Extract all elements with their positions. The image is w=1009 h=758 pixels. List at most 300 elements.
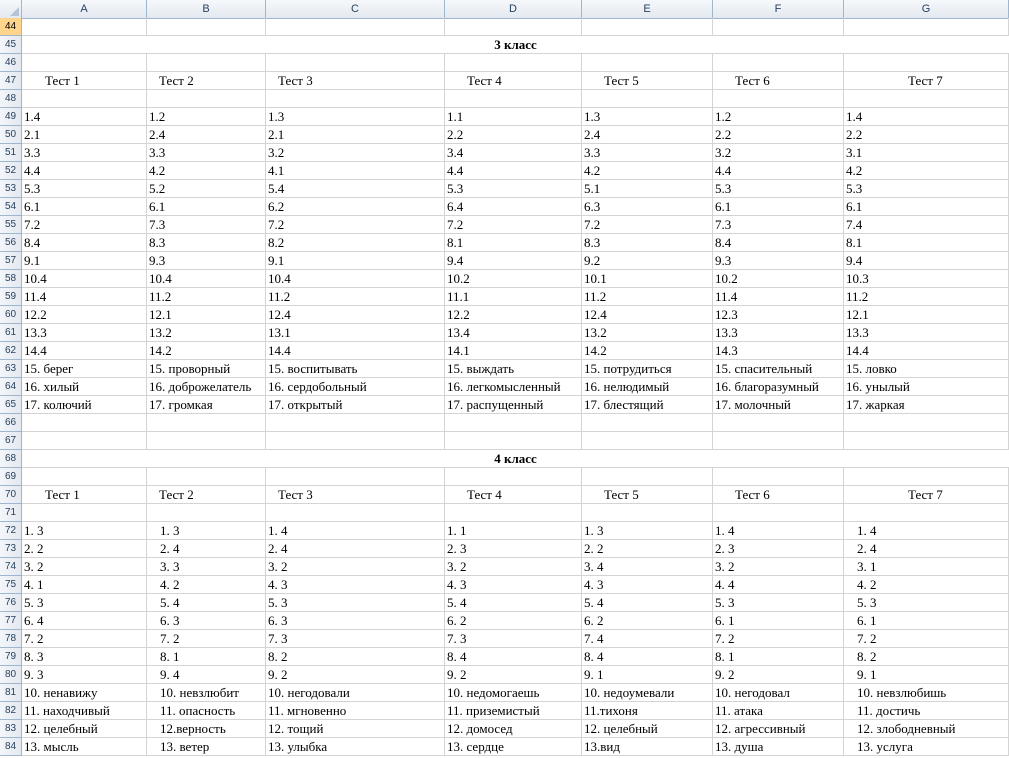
answer-cell[interactable]: 4. 4 — [713, 576, 844, 594]
answer-cell[interactable]: 7.4 — [844, 216, 1009, 234]
empty-cell[interactable] — [844, 468, 1009, 486]
empty-cell[interactable] — [713, 504, 844, 522]
empty-cell[interactable] — [266, 90, 445, 108]
test-header-cell[interactable]: Тест 2 — [147, 72, 266, 90]
answer-cell[interactable]: 6. 3 — [266, 612, 445, 630]
test-header-cell[interactable]: Тест 5 — [582, 72, 713, 90]
row-number[interactable]: 56 — [0, 234, 22, 252]
empty-cell[interactable] — [844, 432, 1009, 450]
column-header-g[interactable]: G — [844, 0, 1009, 18]
answer-cell[interactable]: 4. 2 — [844, 576, 1009, 594]
answer-cell[interactable]: 1.4 — [22, 108, 147, 126]
empty-cell[interactable] — [713, 468, 844, 486]
row-number[interactable]: 61 — [0, 324, 22, 342]
answer-cell[interactable]: 10. невзлюбишь — [844, 684, 1009, 702]
row-number[interactable]: 81 — [0, 684, 22, 702]
answer-cell[interactable]: 2.4 — [147, 126, 266, 144]
empty-cell[interactable] — [445, 468, 582, 486]
answer-cell[interactable]: 12. тощий — [266, 720, 445, 738]
answer-cell[interactable]: 5. 4 — [582, 594, 713, 612]
answer-cell[interactable]: 9.1 — [22, 252, 147, 270]
answer-cell[interactable]: 14.4 — [22, 342, 147, 360]
answer-cell[interactable]: 13.3 — [22, 324, 147, 342]
answer-cell[interactable]: 11.2 — [582, 288, 713, 306]
answer-cell[interactable]: 3.4 — [445, 144, 582, 162]
answer-cell[interactable]: 6. 2 — [445, 612, 582, 630]
row-number[interactable]: 71 — [0, 504, 22, 522]
answer-cell[interactable]: 10.2 — [713, 270, 844, 288]
answer-cell[interactable]: 8.4 — [22, 234, 147, 252]
test-header-cell[interactable]: Тест 3 — [266, 72, 445, 90]
empty-cell[interactable] — [22, 468, 147, 486]
answer-cell[interactable]: 17. распущенный — [445, 396, 582, 414]
empty-cell[interactable] — [445, 90, 582, 108]
answer-cell[interactable]: 13.вид — [582, 738, 713, 756]
answer-cell[interactable]: 13. сердце — [445, 738, 582, 756]
answer-cell[interactable]: 9.2 — [582, 252, 713, 270]
answer-cell[interactable]: 9.1 — [266, 252, 445, 270]
empty-cell[interactable] — [844, 18, 1009, 36]
column-header-f[interactable]: F — [713, 0, 844, 18]
test-header-cell[interactable]: Тест 1 — [22, 72, 147, 90]
answer-cell[interactable]: 14.4 — [266, 342, 445, 360]
answer-cell[interactable]: 10. негодовал — [713, 684, 844, 702]
answer-cell[interactable]: 13.3 — [844, 324, 1009, 342]
answer-cell[interactable]: 9.4 — [445, 252, 582, 270]
answer-cell[interactable]: 11.4 — [22, 288, 147, 306]
row-number[interactable]: 58 — [0, 270, 22, 288]
empty-cell[interactable] — [582, 504, 713, 522]
answer-cell[interactable]: 2. 4 — [844, 540, 1009, 558]
answer-cell[interactable]: 8.4 — [713, 234, 844, 252]
answer-cell[interactable]: 1. 3 — [147, 522, 266, 540]
answer-cell[interactable]: 7.2 — [266, 216, 445, 234]
row-number[interactable]: 53 — [0, 180, 22, 198]
answer-cell[interactable]: 12.4 — [266, 306, 445, 324]
answer-cell[interactable]: 1.3 — [582, 108, 713, 126]
answer-cell[interactable]: 4.2 — [844, 162, 1009, 180]
answer-cell[interactable]: 14.2 — [582, 342, 713, 360]
answer-cell[interactable]: 12.1 — [147, 306, 266, 324]
answer-cell[interactable]: 11. достичь — [844, 702, 1009, 720]
answer-cell[interactable]: 4. 3 — [266, 576, 445, 594]
answer-cell[interactable]: 5.3 — [844, 180, 1009, 198]
answer-cell[interactable]: 11.2 — [266, 288, 445, 306]
answer-cell[interactable]: 1. 3 — [582, 522, 713, 540]
answer-cell[interactable]: 5.1 — [582, 180, 713, 198]
answer-cell[interactable]: 9.3 — [147, 252, 266, 270]
test-header-cell[interactable]: Тест 7 — [844, 486, 1009, 504]
answer-cell[interactable]: 7. 4 — [582, 630, 713, 648]
empty-cell[interactable] — [445, 414, 582, 432]
answer-cell[interactable]: 3. 1 — [844, 558, 1009, 576]
answer-cell[interactable]: 11. опасность — [147, 702, 266, 720]
answer-cell[interactable]: 13. душа — [713, 738, 844, 756]
row-number[interactable]: 50 — [0, 126, 22, 144]
answer-cell[interactable]: 10. негодовали — [266, 684, 445, 702]
answer-cell[interactable]: 15. спасительный — [713, 360, 844, 378]
answer-cell[interactable]: 3. 2 — [266, 558, 445, 576]
empty-cell[interactable] — [22, 90, 147, 108]
row-number[interactable]: 68 — [0, 450, 22, 468]
answer-cell[interactable]: 8.1 — [844, 234, 1009, 252]
empty-cell[interactable] — [22, 18, 147, 36]
answer-cell[interactable]: 9. 4 — [147, 666, 266, 684]
column-header-d[interactable]: D — [445, 0, 582, 18]
answer-cell[interactable]: 17. жаркая — [844, 396, 1009, 414]
answer-cell[interactable]: 14.4 — [844, 342, 1009, 360]
answer-cell[interactable]: 10. недоумевали — [582, 684, 713, 702]
empty-cell[interactable] — [266, 54, 445, 72]
answer-cell[interactable]: 12. целебный — [22, 720, 147, 738]
empty-cell[interactable] — [844, 90, 1009, 108]
answer-cell[interactable]: 12. агрессивный — [713, 720, 844, 738]
empty-cell[interactable] — [844, 504, 1009, 522]
empty-cell[interactable] — [844, 414, 1009, 432]
answer-cell[interactable]: 16. сердобольный — [266, 378, 445, 396]
answer-cell[interactable]: 13. мысль — [22, 738, 147, 756]
answer-cell[interactable]: 11.тихоня — [582, 702, 713, 720]
test-header-cell[interactable]: Тест 6 — [713, 486, 844, 504]
column-header-a[interactable]: A — [22, 0, 147, 18]
row-number[interactable]: 66 — [0, 414, 22, 432]
answer-cell[interactable]: 4. 2 — [147, 576, 266, 594]
answer-cell[interactable]: 15. потрудиться — [582, 360, 713, 378]
test-header-cell[interactable]: Тест 4 — [445, 72, 582, 90]
test-header-cell[interactable]: Тест 2 — [147, 486, 266, 504]
column-header-b[interactable]: B — [147, 0, 266, 18]
answer-cell[interactable]: 16. унылый — [844, 378, 1009, 396]
empty-cell[interactable] — [582, 414, 713, 432]
empty-cell[interactable] — [582, 90, 713, 108]
row-number[interactable]: 79 — [0, 648, 22, 666]
answer-cell[interactable]: 5. 3 — [713, 594, 844, 612]
row-number[interactable]: 60 — [0, 306, 22, 324]
answer-cell[interactable]: 8.2 — [266, 234, 445, 252]
answer-cell[interactable]: 1.3 — [266, 108, 445, 126]
answer-cell[interactable]: 14.1 — [445, 342, 582, 360]
row-number[interactable]: 64 — [0, 378, 22, 396]
answer-cell[interactable]: 5. 3 — [22, 594, 147, 612]
row-number[interactable]: 65 — [0, 396, 22, 414]
answer-cell[interactable]: 12.4 — [582, 306, 713, 324]
answer-cell[interactable]: 2. 2 — [22, 540, 147, 558]
empty-cell[interactable] — [266, 504, 445, 522]
answer-cell[interactable]: 3. 2 — [445, 558, 582, 576]
answer-cell[interactable]: 17. молочный — [713, 396, 844, 414]
answer-cell[interactable]: 9. 3 — [22, 666, 147, 684]
empty-cell[interactable] — [582, 18, 713, 36]
section-title[interactable]: 4 класс — [22, 450, 1009, 468]
answer-cell[interactable]: 13.3 — [713, 324, 844, 342]
answer-cell[interactable]: 2.4 — [582, 126, 713, 144]
test-header-cell[interactable]: Тест 4 — [445, 486, 582, 504]
empty-cell[interactable] — [582, 432, 713, 450]
column-header-c[interactable]: C — [266, 0, 445, 18]
answer-cell[interactable]: 4. 3 — [445, 576, 582, 594]
answer-cell[interactable]: 16. нелюдимый — [582, 378, 713, 396]
answer-cell[interactable]: 6.1 — [844, 198, 1009, 216]
empty-cell[interactable] — [713, 90, 844, 108]
empty-cell[interactable] — [582, 54, 713, 72]
answer-cell[interactable]: 5.3 — [22, 180, 147, 198]
answer-cell[interactable]: 12. целебный — [582, 720, 713, 738]
empty-cell[interactable] — [147, 414, 266, 432]
row-number[interactable]: 72 — [0, 522, 22, 540]
empty-cell[interactable] — [147, 90, 266, 108]
answer-cell[interactable]: 11.1 — [445, 288, 582, 306]
answer-cell[interactable]: 6.1 — [713, 198, 844, 216]
answer-cell[interactable]: 7. 3 — [266, 630, 445, 648]
answer-cell[interactable]: 12.2 — [22, 306, 147, 324]
answer-cell[interactable]: 11.2 — [147, 288, 266, 306]
answer-cell[interactable]: 11. приземистый — [445, 702, 582, 720]
answer-cell[interactable]: 7. 2 — [844, 630, 1009, 648]
answer-cell[interactable]: 10.4 — [266, 270, 445, 288]
answer-cell[interactable]: 11. атака — [713, 702, 844, 720]
answer-cell[interactable]: 3.2 — [713, 144, 844, 162]
row-number[interactable]: 74 — [0, 558, 22, 576]
row-number[interactable]: 49 — [0, 108, 22, 126]
empty-cell[interactable] — [22, 504, 147, 522]
answer-cell[interactable]: 2. 3 — [445, 540, 582, 558]
row-number[interactable]: 63 — [0, 360, 22, 378]
answer-cell[interactable]: 8. 3 — [22, 648, 147, 666]
answer-cell[interactable]: 5.2 — [147, 180, 266, 198]
answer-cell[interactable]: 8.3 — [147, 234, 266, 252]
empty-cell[interactable] — [147, 504, 266, 522]
answer-cell[interactable]: 4. 1 — [22, 576, 147, 594]
answer-cell[interactable]: 6.3 — [582, 198, 713, 216]
answer-cell[interactable]: 9. 1 — [582, 666, 713, 684]
answer-cell[interactable]: 12.верность — [147, 720, 266, 738]
row-number[interactable]: 78 — [0, 630, 22, 648]
answer-cell[interactable]: 1. 4 — [844, 522, 1009, 540]
answer-cell[interactable]: 16. хилый — [22, 378, 147, 396]
empty-cell[interactable] — [713, 414, 844, 432]
answer-cell[interactable]: 8. 2 — [266, 648, 445, 666]
answer-cell[interactable]: 2. 4 — [266, 540, 445, 558]
row-number[interactable]: 48 — [0, 90, 22, 108]
answer-cell[interactable]: 4.2 — [582, 162, 713, 180]
answer-cell[interactable]: 7.3 — [713, 216, 844, 234]
empty-cell[interactable] — [266, 468, 445, 486]
answer-cell[interactable]: 6. 1 — [713, 612, 844, 630]
column-header-e[interactable]: E — [582, 0, 713, 18]
row-number[interactable]: 62 — [0, 342, 22, 360]
answer-cell[interactable]: 10.4 — [22, 270, 147, 288]
answer-cell[interactable]: 6. 4 — [22, 612, 147, 630]
answer-cell[interactable]: 1. 4 — [266, 522, 445, 540]
answer-cell[interactable]: 7. 3 — [445, 630, 582, 648]
answer-cell[interactable]: 1.1 — [445, 108, 582, 126]
row-number[interactable]: 70 — [0, 486, 22, 504]
answer-cell[interactable]: 8.3 — [582, 234, 713, 252]
empty-cell[interactable] — [266, 18, 445, 36]
row-number[interactable]: 73 — [0, 540, 22, 558]
answer-cell[interactable]: 17. громкая — [147, 396, 266, 414]
answer-cell[interactable]: 1.2 — [713, 108, 844, 126]
answer-cell[interactable]: 13.4 — [445, 324, 582, 342]
answer-cell[interactable]: 17. колючий — [22, 396, 147, 414]
test-header-cell[interactable]: Тест 1 — [22, 486, 147, 504]
row-number[interactable]: 45 — [0, 36, 22, 54]
answer-cell[interactable]: 5. 4 — [445, 594, 582, 612]
select-all-corner[interactable] — [0, 0, 22, 18]
answer-cell[interactable]: 5. 4 — [147, 594, 266, 612]
answer-cell[interactable]: 5.3 — [713, 180, 844, 198]
answer-cell[interactable]: 4. 3 — [582, 576, 713, 594]
answer-cell[interactable]: 10.1 — [582, 270, 713, 288]
answer-cell[interactable]: 3. 2 — [22, 558, 147, 576]
row-number[interactable]: 52 — [0, 162, 22, 180]
answer-cell[interactable]: 2. 2 — [582, 540, 713, 558]
answer-cell[interactable]: 2.2 — [713, 126, 844, 144]
row-number[interactable]: 59 — [0, 288, 22, 306]
answer-cell[interactable]: 6. 1 — [844, 612, 1009, 630]
answer-cell[interactable]: 15. проворный — [147, 360, 266, 378]
answer-cell[interactable]: 16. благоразумный — [713, 378, 844, 396]
empty-cell[interactable] — [582, 468, 713, 486]
answer-cell[interactable]: 14.2 — [147, 342, 266, 360]
answer-cell[interactable]: 2. 3 — [713, 540, 844, 558]
answer-cell[interactable]: 12. домосед — [445, 720, 582, 738]
answer-cell[interactable]: 14.3 — [713, 342, 844, 360]
answer-cell[interactable]: 6.4 — [445, 198, 582, 216]
answer-cell[interactable]: 16. легкомысленный — [445, 378, 582, 396]
answer-cell[interactable]: 4.4 — [713, 162, 844, 180]
answer-cell[interactable]: 6. 3 — [147, 612, 266, 630]
row-number[interactable]: 75 — [0, 576, 22, 594]
answer-cell[interactable]: 7.2 — [22, 216, 147, 234]
answer-cell[interactable]: 15. выждать — [445, 360, 582, 378]
answer-cell[interactable]: 13. услуга — [844, 738, 1009, 756]
answer-cell[interactable]: 12.3 — [713, 306, 844, 324]
answer-cell[interactable]: 2.2 — [445, 126, 582, 144]
answer-cell[interactable]: 8.1 — [445, 234, 582, 252]
answer-cell[interactable]: 6. 2 — [582, 612, 713, 630]
empty-cell[interactable] — [445, 432, 582, 450]
empty-cell[interactable] — [22, 54, 147, 72]
answer-cell[interactable]: 3.3 — [147, 144, 266, 162]
row-number[interactable]: 69 — [0, 468, 22, 486]
answer-cell[interactable]: 3. 4 — [582, 558, 713, 576]
answer-cell[interactable]: 1.4 — [844, 108, 1009, 126]
answer-cell[interactable]: 11. мгновенно — [266, 702, 445, 720]
answer-cell[interactable]: 10.4 — [147, 270, 266, 288]
answer-cell[interactable]: 12. злободневный — [844, 720, 1009, 738]
answer-cell[interactable]: 15. ловко — [844, 360, 1009, 378]
answer-cell[interactable]: 2.1 — [22, 126, 147, 144]
empty-cell[interactable] — [445, 504, 582, 522]
row-number[interactable]: 55 — [0, 216, 22, 234]
empty-cell[interactable] — [713, 18, 844, 36]
empty-cell[interactable] — [445, 18, 582, 36]
answer-cell[interactable]: 4.4 — [445, 162, 582, 180]
answer-cell[interactable]: 9.3 — [713, 252, 844, 270]
answer-cell[interactable]: 3.1 — [844, 144, 1009, 162]
answer-cell[interactable]: 12.1 — [844, 306, 1009, 324]
answer-cell[interactable]: 3.2 — [266, 144, 445, 162]
answer-cell[interactable]: 9. 2 — [713, 666, 844, 684]
row-number[interactable]: 57 — [0, 252, 22, 270]
row-number[interactable]: 54 — [0, 198, 22, 216]
answer-cell[interactable]: 15. берег — [22, 360, 147, 378]
answer-cell[interactable]: 4.4 — [22, 162, 147, 180]
answer-cell[interactable]: 8. 1 — [147, 648, 266, 666]
answer-cell[interactable]: 2. 4 — [147, 540, 266, 558]
answer-cell[interactable]: 9. 2 — [266, 666, 445, 684]
empty-cell[interactable] — [147, 54, 266, 72]
answer-cell[interactable]: 1. 1 — [445, 522, 582, 540]
row-number[interactable]: 47 — [0, 72, 22, 90]
answer-cell[interactable]: 6.1 — [147, 198, 266, 216]
answer-cell[interactable]: 9. 2 — [445, 666, 582, 684]
answer-cell[interactable]: 7.3 — [147, 216, 266, 234]
answer-cell[interactable]: 2.1 — [266, 126, 445, 144]
answer-cell[interactable]: 1.2 — [147, 108, 266, 126]
answer-cell[interactable]: 13. улыбка — [266, 738, 445, 756]
test-header-cell[interactable]: Тест 5 — [582, 486, 713, 504]
empty-cell[interactable] — [22, 414, 147, 432]
answer-cell[interactable]: 12.2 — [445, 306, 582, 324]
answer-cell[interactable]: 13.2 — [147, 324, 266, 342]
answer-cell[interactable]: 3. 3 — [147, 558, 266, 576]
answer-cell[interactable]: 8. 4 — [582, 648, 713, 666]
empty-cell[interactable] — [147, 432, 266, 450]
answer-cell[interactable]: 17. блестящий — [582, 396, 713, 414]
answer-cell[interactable]: 11.2 — [844, 288, 1009, 306]
test-header-cell[interactable]: Тест 3 — [266, 486, 445, 504]
answer-cell[interactable]: 11.4 — [713, 288, 844, 306]
empty-cell[interactable] — [266, 432, 445, 450]
answer-cell[interactable]: 1. 3 — [22, 522, 147, 540]
row-number[interactable]: 80 — [0, 666, 22, 684]
answer-cell[interactable]: 6.2 — [266, 198, 445, 216]
empty-cell[interactable] — [266, 414, 445, 432]
answer-cell[interactable]: 9. 1 — [844, 666, 1009, 684]
section-title[interactable]: 3 класс — [22, 36, 1009, 54]
empty-cell[interactable] — [713, 54, 844, 72]
answer-cell[interactable]: 8. 4 — [445, 648, 582, 666]
answer-cell[interactable]: 15. воспитывать — [266, 360, 445, 378]
answer-cell[interactable]: 3.3 — [22, 144, 147, 162]
empty-cell[interactable] — [713, 432, 844, 450]
answer-cell[interactable]: 5.3 — [445, 180, 582, 198]
test-header-cell[interactable]: Тест 7 — [844, 72, 1009, 90]
answer-cell[interactable]: 7. 2 — [22, 630, 147, 648]
answer-cell[interactable]: 16. доброжелатель — [147, 378, 266, 396]
answer-cell[interactable]: 10.3 — [844, 270, 1009, 288]
answer-cell[interactable]: 1. 4 — [713, 522, 844, 540]
row-number[interactable]: 46 — [0, 54, 22, 72]
row-number[interactable]: 84 — [0, 738, 22, 756]
row-number[interactable]: 67 — [0, 432, 22, 450]
answer-cell[interactable]: 13.2 — [582, 324, 713, 342]
answer-cell[interactable]: 8. 2 — [844, 648, 1009, 666]
test-header-cell[interactable]: Тест 6 — [713, 72, 844, 90]
empty-cell[interactable] — [147, 18, 266, 36]
empty-cell[interactable] — [147, 468, 266, 486]
row-number[interactable]: 82 — [0, 702, 22, 720]
answer-cell[interactable]: 13.1 — [266, 324, 445, 342]
answer-cell[interactable]: 2.2 — [844, 126, 1009, 144]
row-number[interactable]: 44 — [0, 18, 22, 36]
answer-cell[interactable]: 5. 3 — [266, 594, 445, 612]
answer-cell[interactable]: 3.3 — [582, 144, 713, 162]
answer-cell[interactable]: 5. 3 — [844, 594, 1009, 612]
answer-cell[interactable]: 8. 1 — [713, 648, 844, 666]
